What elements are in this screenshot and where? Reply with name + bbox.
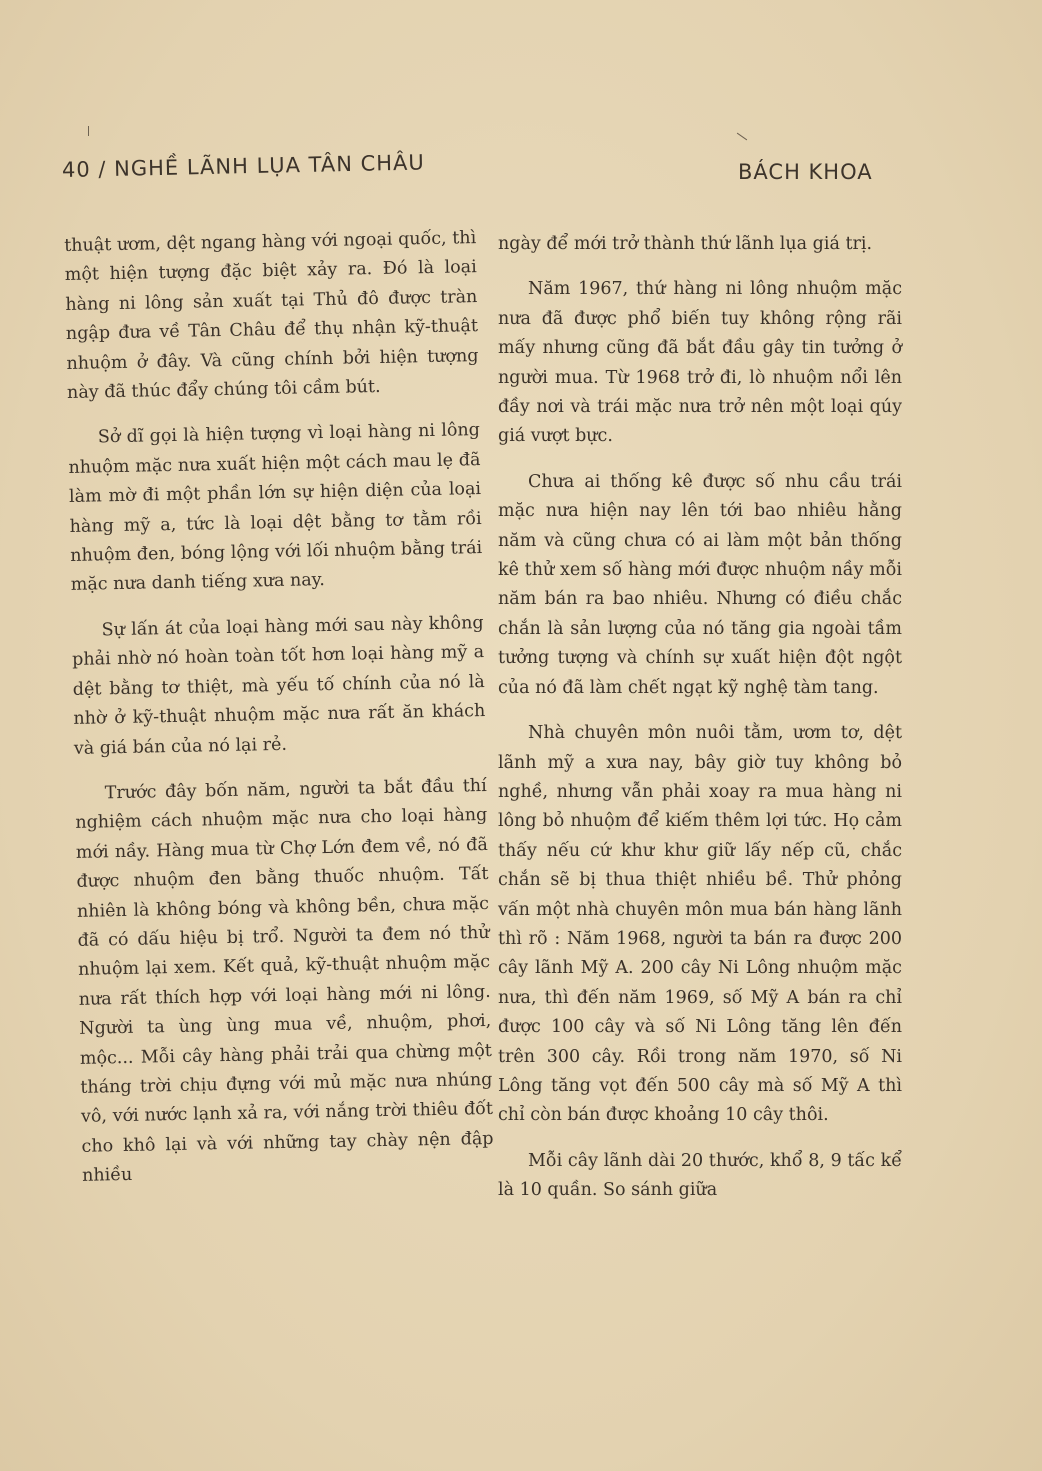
paragraph: Trước đây bốn năm, người ta bắt đầu thí nghiệm cách nhuộm mặc nưa cho loại hàng mới nầy. Hàng mua từ Chợ Lớn đem về, nó đã được nhuộm đen bằng thuốc nhuộm. Tất nhiên là không bóng và không bền, chưa mặc đã có dấu hiệu bị trổ. Người ta đem nó thử nhuộm lại xem. Kết quả, kỹ-thuật nhuộm mặc nưa rất thích hợp với loại hàng mới ni lông. Người ta ùng ùng mua về, nhuộm, phơi, mộc... Mỗi cây hàng phải trải qua chừng một tháng trời chịu đựng với mủ mặc nưa nhúng vô, với nước lạnh xả ra, với nắng trời thiêu đốt cho khô lại và với những tay chày nện đập nhiều [75,775,494,1187]
running-header-title: 40 / NGHỀ LÃNH LỤA TÂN CHÂU [61,150,426,182]
paragraph: Sự lấn át của loại hàng mới sau này không phải nhờ nó hoàn toàn tốt hơn loại hàng mỹ a dệt bằng tơ thiệt, mà yếu tố chính của nó là nhờ ở kỹ-thuật nhuộm mặc nưa rất ăn khách và giá bán của nó lại rẻ. [72,612,486,759]
running-header-magazine: BÁCH KHOA [738,160,873,184]
print-mark [737,133,747,141]
right-column [498,230,902,1222]
paragraph: Mỗi cây lãnh dài 20 thước, khổ 8, 9 tấc kể là 10 quần. So sánh giữa [498,1150,902,1201]
paragraph: thuật ươm, dệt ngang hàng với ngoại quốc, thì một hiện tượng đặc biệt xảy ra. Đó là loại hàng ni lông sản xuất tại Thủ đô được tràn ngập đưa về Tân Châu để thụ nhận kỹ-thuật nhuộm ở đây. Và cũng chính bởi hiện tượng này đã thúc đẩy chúng tôi cầm bút. [64,228,479,403]
paragraph: ngày để mới trở thành thứ lãnh lụa giá trị. [498,234,873,254]
paragraph: Nhà chuyên môn nuôi tằm, ươm tơ, dệt lãnh mỹ a xưa nay, bây giờ tuy không bỏ nghề, nhưng vẫn phải xoay ra mua hàng ni lông bỏ nhuộm để kiếm thêm lợi tức. Họ cảm thấy nếu cứ khư khư giữ lấy nếp cũ, chắc chắn sẽ bị thua thiệt nhiều bề. Thử phỏng vấn một nhà chuyên môn mua bán hàng lãnh thì rõ : Năm 1968, người ta bán ra được 200 cây lãnh Mỹ A. 200 cây Ni Lông nhuộm mặc nưa, thì đến năm 1969, số Mỹ A bán ra chỉ được 100 cây và số Ni Lông tăng lên đến trên 300 cây. Rồi trong năm 1970, số Ni Lông tăng vọt đến 500 cây mà số Mỹ A thì chỉ còn bán được khoảng 10 cây thôi. [498,723,902,1126]
paragraph: Chưa ai thống kê được số nhu cầu trái mặc nưa hiện nay lên tới bao nhiêu hằng năm và cũng chưa có ai làm một bản thống kê thử xem số hàng mới được nhuộm nầy mỗi năm bán ra bao nhiêu. Nhưng có điều chắc chắn là sản lượng của nó tăng gia ngoài tầm tưởng tượng và chính sự xuất hiện đột ngột của nó đã làm chết ngạt kỹ nghệ tàm tang. [498,471,902,698]
paragraph: Sở dĩ gọi là hiện tượng vì loại hàng ni lông nhuộm mặc nưa xuất hiện một cách mau lẹ đã làm mờ đi một phần lớn sự hiện diện của loại hàng mỹ a, tức là loại dệt bằng tơ tằm rồi nhuộm đen, bóng lộng với lối nhuộm bằng trái mặc nưa danh tiếng xưa nay. [68,420,483,596]
print-mark [88,126,89,136]
left-column [64,224,495,1207]
paragraph: Năm 1967, thứ hàng ni lông nhuộm mặc nưa đã được phổ biến tuy không rộng rãi mấy nhưng cũng đã bắt đầu gây tin tưởng ở người mua. Từ 1968 trở đi, lò nhuộm nổi lên đầy nơi và trái mặc nưa trở nên một loại qúy giá vượt bực. [498,279,902,447]
